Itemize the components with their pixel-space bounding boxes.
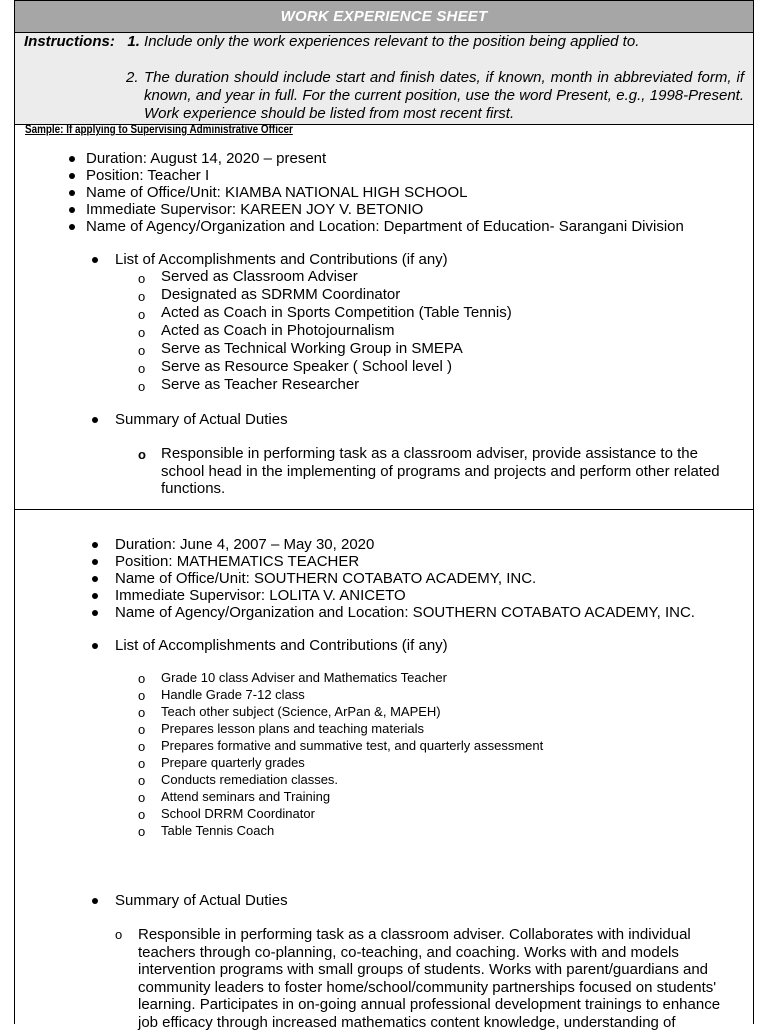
work-experience-sheet [14,0,754,1031]
circle-bullet-icon: o [138,739,146,754]
bullet-icon [69,173,75,179]
circle-bullet-icon: o [138,824,146,839]
bullet-icon [69,224,75,230]
circle-bullet-icon: o [138,688,146,703]
exp2-duties-text: Responsible in performing task as a classroom adviser. Collaborates with individual teachers through co-planning, co-teaching, and coaching. Works with and models intervention programs with small groups of students. Works with parent/guardians and community leaders to foster home/school/community partnerships focused on students' learning. Participates in on-going annual professional development trainings to enhance job efficacy through increased mathematics content knowledge, understanding of [138,926,721,1031]
list-item: Acted as Coach in Sports Competition (Table Tennis) [161,304,512,321]
sheet-title: WORK EXPERIENCE SHEET [280,8,488,25]
bullet-icon [92,898,98,904]
list-item: Table Tennis Coach [161,823,275,838]
circle-bullet-icon: o [115,927,123,942]
circle-bullet-icon: o [138,289,146,304]
bullet-icon [92,559,98,565]
list-item: Handle Grade 7-12 class [161,687,305,702]
exp2-accomplishments-heading: List of Accomplishments and Contributions (if any) [115,637,448,654]
list-item: Conducts remediation classes. [161,772,339,787]
list-item: Attend seminars and Training [161,789,331,804]
circle-bullet-icon: o [138,773,146,788]
bullet-icon [92,593,98,599]
list-item: Prepare quarterly grades [161,755,305,770]
bullet-icon [69,156,75,162]
circle-bullet-icon: o [138,361,146,376]
circle-bullet-icon: o [138,447,146,462]
list-item: Serve as Technical Working Group in SMEPA [161,340,463,357]
circle-bullet-icon: o [138,807,146,822]
exp2-office: Name of Office/Unit: SOUTHERN COTABATO ACADEMY, INC. [115,570,537,587]
exp2-supervisor: Immediate Supervisor: LOLITA V. ANICETO [115,587,406,604]
list-item: School DRRM Coordinator [161,806,315,821]
circle-bullet-icon: o [138,756,146,771]
bullet-icon [92,576,98,582]
circle-bullet-icon: o [138,671,146,686]
exp1-position: Position: Teacher I [86,167,210,184]
exp1-supervisor: Immediate Supervisor: KAREEN JOY V. BETONIO [86,201,424,218]
list-item: Acted as Coach in Photojournalism [161,322,395,339]
instruction-2-text: The duration should include start and finish dates, if known, month in abbreviated form, if known, and year in full. For the current position, use the word Present, e.g., 1998-Present. Work experience should be listed from most recent first. [144,69,744,122]
list-item: Serve as Resource Speaker ( School level ) [161,358,452,375]
list-item: Prepares lesson plans and teaching materials [161,721,425,736]
circle-bullet-icon: o [138,343,146,358]
instruction-2-number: 2. [126,69,139,86]
circle-bullet-icon: o [138,379,146,394]
list-item: Designated as SDRMM Coordinator [161,286,401,303]
list-item: Serve as Teacher Researcher [161,376,360,393]
sample-note: Sample: If applying to Supervising Administrative Officer [25,124,293,136]
bullet-icon [92,257,98,263]
exp1-duties-text: Responsible in performing task as a classroom adviser, provide assistance to the school head in the implementing of programs and projects and perform other related functions. [161,445,720,497]
sheet-title-bar [15,0,753,33]
list-item: Grade 10 class Adviser and Mathematics Teacher [161,670,447,685]
bullet-icon [92,643,98,649]
instructions-box [15,33,753,125]
exp1-duties-heading: Summary of Actual Duties [115,411,288,428]
exp2-duration: Duration: June 4, 2007 – May 30, 2020 [115,536,375,553]
circle-bullet-icon: o [138,722,146,737]
exp2-duties-heading: Summary of Actual Duties [115,892,288,909]
circle-bullet-icon: o [138,307,146,322]
circle-bullet-icon: o [138,790,146,805]
bullet-icon [92,542,98,548]
bullet-icon [69,190,75,196]
exp1-accomplishments-heading: List of Accomplishments and Contributions (if any) [115,251,448,268]
circle-bullet-icon: o [138,325,146,340]
circle-bullet-icon: o [138,705,146,720]
instruction-1-number: 1. [127,33,140,50]
exp1-agency: Name of Agency/Organization and Location: Department of Education- Sarangani Division [86,218,684,235]
exp2-position: Position: MATHEMATICS TEACHER [115,553,360,570]
instruction-1-text: Include only the work experiences relevant to the position being applied to. [144,33,640,50]
bullet-icon [92,610,98,616]
section-divider [15,509,753,510]
list-item: Teach other subject (Science, ArPan &, MAPEH) [161,704,441,719]
bullet-icon [69,207,75,213]
exp2-agency: Name of Agency/Organization and Location: SOUTHERN COTABATO ACADEMY, INC. [115,604,695,621]
bullet-icon [92,417,98,423]
list-item: Served as Classroom Adviser [161,268,358,285]
circle-bullet-icon: o [138,271,146,286]
instructions-label: Instructions: [24,33,115,50]
exp1-office: Name of Office/Unit: KIAMBA NATIONAL HIGH SCHOOL [86,184,468,201]
exp1-duration: Duration: August 14, 2020 – present [86,150,327,167]
list-item: Prepares formative and summative test, and quarterly assessment [161,738,544,753]
instruction-line-1 [24,33,639,50]
